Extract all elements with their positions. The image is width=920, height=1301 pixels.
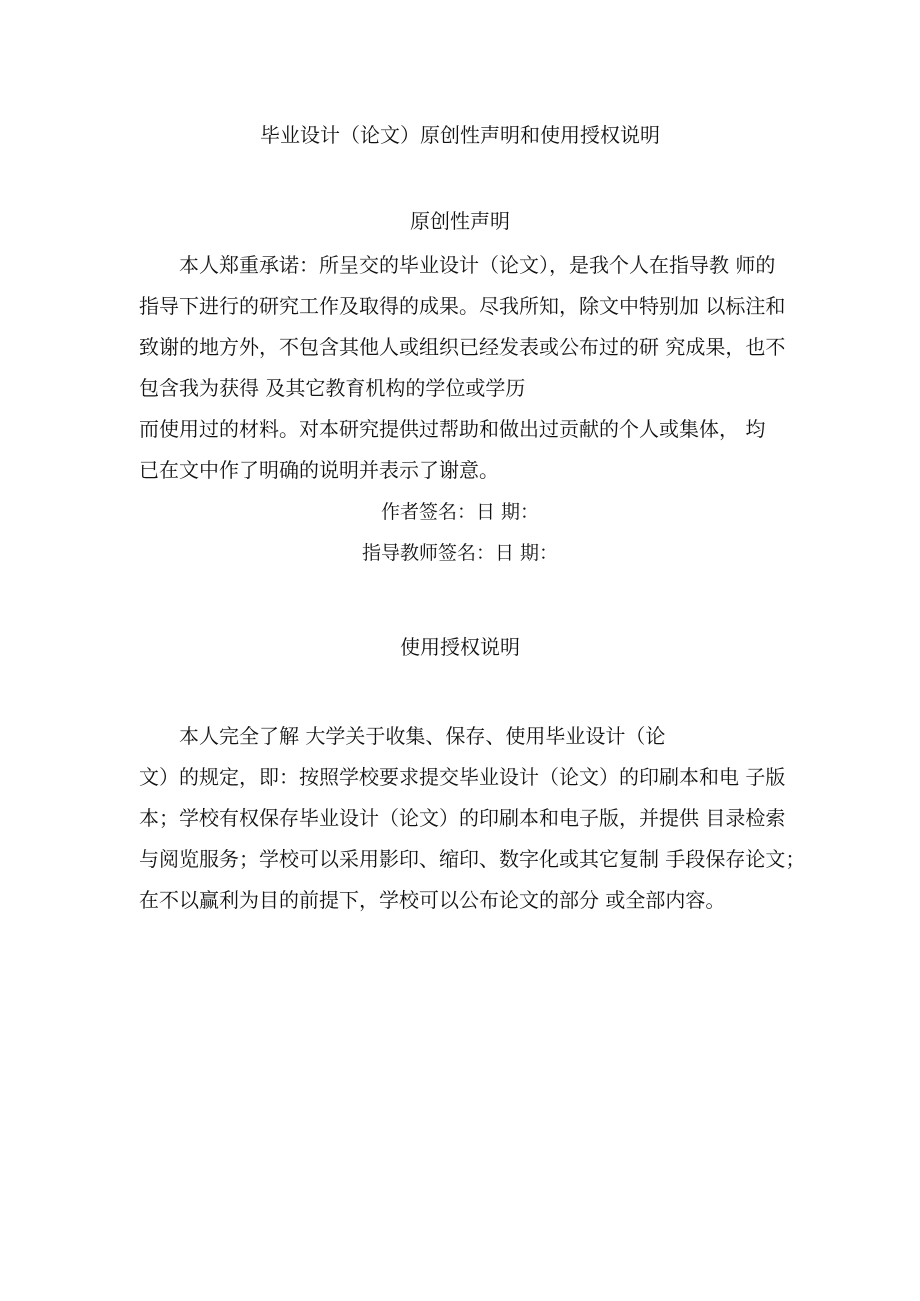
paragraph-line: 本人完全了解 大学关于收集、保存、使用毕业设计（论 — [179, 724, 666, 748]
paragraph-line: 致谢的地方外，不包含其他人或组织已经发表或公布过的研 究成果，也不 — [139, 335, 786, 359]
paragraph-line: 与阅览服务；学校可以采用影印、缩印、数字化或其它复制 手段保存论文； — [139, 847, 806, 871]
originality-heading: 原创性声明 — [410, 209, 510, 233]
paragraph-line: 而使用过的材料。对本研究提供过帮助和做出过贡献的个人或集体， 均 — [139, 417, 766, 441]
paragraph-line: 本；学校有权保存毕业设计（论文）的印刷本和电子版，并提供 目录检索 — [139, 806, 786, 830]
document-title: 毕业设计（论文）原创性声明和使用授权说明 — [260, 123, 660, 147]
paragraph-line: 在不以赢利为目的前提下，学校可以公布论文的部分 或全部内容。 — [139, 888, 726, 912]
advisor-signature-line: 指导教师签名：日 期： — [361, 542, 559, 564]
paragraph-line: 已在文中作了明确的说明并表示了谢意。 — [139, 458, 499, 482]
authorization-heading: 使用授权说明 — [400, 635, 520, 659]
paragraph-line: 文）的规定，即：按照学校要求提交毕业设计（论文）的印刷本和电 子版 — [139, 765, 786, 789]
paragraph-line: 包含我为获得 及其它教育机构的学位或学历 — [139, 376, 526, 400]
author-signature-line: 作者签名：日 期： — [380, 501, 540, 523]
paragraph-line: 指导下进行的研究工作及取得的成果。尽我所知，除文中特别加 以标注和 — [139, 294, 786, 318]
paragraph-line: 本人郑重承诺：所呈交的毕业设计（论文），是我个人在指导教 师的 — [179, 253, 776, 277]
